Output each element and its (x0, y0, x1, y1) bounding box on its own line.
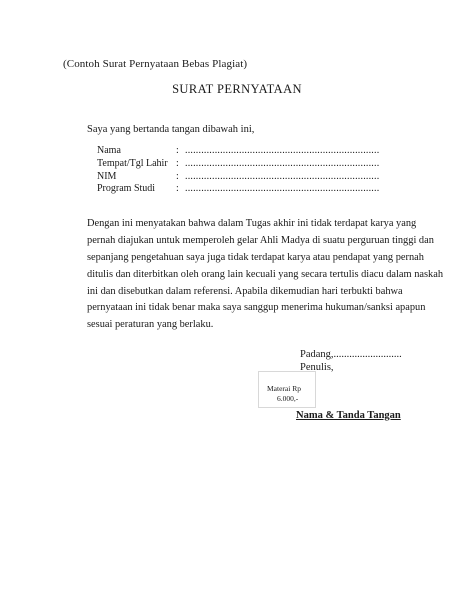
document-title: SURAT PERNYATAAN (172, 82, 302, 96)
statement-line: pernah diajukan untuk memperoleh gelar Ahli Madya di suatu perguruan tinggi dan (87, 234, 434, 246)
field-blank-tempat-tgl-lahir: ........................................................................ (185, 157, 380, 169)
identity-fields (97, 145, 397, 196)
signer-name-signature: Nama & Tanda Tangan (296, 410, 401, 421)
field-colon: : (176, 170, 179, 182)
statement-line: sepanjang pengetahuan saya juga tidak terdapat karya atau pendapat yang pernah (87, 251, 424, 263)
statement-paragraph (87, 216, 444, 334)
field-colon: : (176, 157, 179, 169)
example-caption: (Contoh Surat Pernyataan Bebas Plagiat) (63, 58, 248, 70)
field-label-nama: Nama (97, 145, 121, 156)
statement-line: sesuai peraturan yang berlaku. (87, 319, 214, 331)
stamp-label: Materai Rp (267, 384, 301, 393)
statement-line: Dengan ini menyatakan bahwa dalam Tugas akhir ini tidak terdapat karya yang (87, 218, 417, 229)
signature-role: Penulis, (300, 362, 334, 373)
field-blank-nim: ........................................................................ (185, 170, 380, 182)
field-colon: : (176, 145, 179, 156)
statement-line: ini dan disebutkan dalam referensi. Apabila dikemudian hari terbukti bahwa (87, 285, 403, 297)
field-label-tempat-tgl-lahir: Tempat/Tgl Lahir (97, 157, 168, 169)
field-row-nim (97, 171, 397, 184)
field-label-nim: NIM (97, 170, 117, 182)
intro-text: Saya yang bertanda tangan dibawah ini, (87, 124, 255, 135)
field-label-program-studi: Program Studi (97, 183, 156, 195)
stamp-duty-box (258, 371, 316, 408)
field-blank-program-studi: ........................................................................ (185, 183, 380, 195)
stamp-amount: 6.000,- (277, 394, 299, 403)
field-row-nama (97, 145, 397, 158)
field-row-tempat-tgl-lahir (97, 158, 397, 171)
field-blank-nama: ........................................................................ (185, 145, 380, 156)
field-colon: : (176, 183, 179, 195)
field-row-program-studi (97, 183, 397, 196)
signature-place-date: Padang,.......................... (300, 349, 402, 360)
statement-line: ditulis dan diterbitkan oleh orang lain kecuali yang secara tertulis diacu dalam naskah (87, 268, 444, 280)
statement-line: pernyataan ini tidak benar maka saya sanggup menerima hukuman/sanksi apapun (87, 302, 426, 314)
